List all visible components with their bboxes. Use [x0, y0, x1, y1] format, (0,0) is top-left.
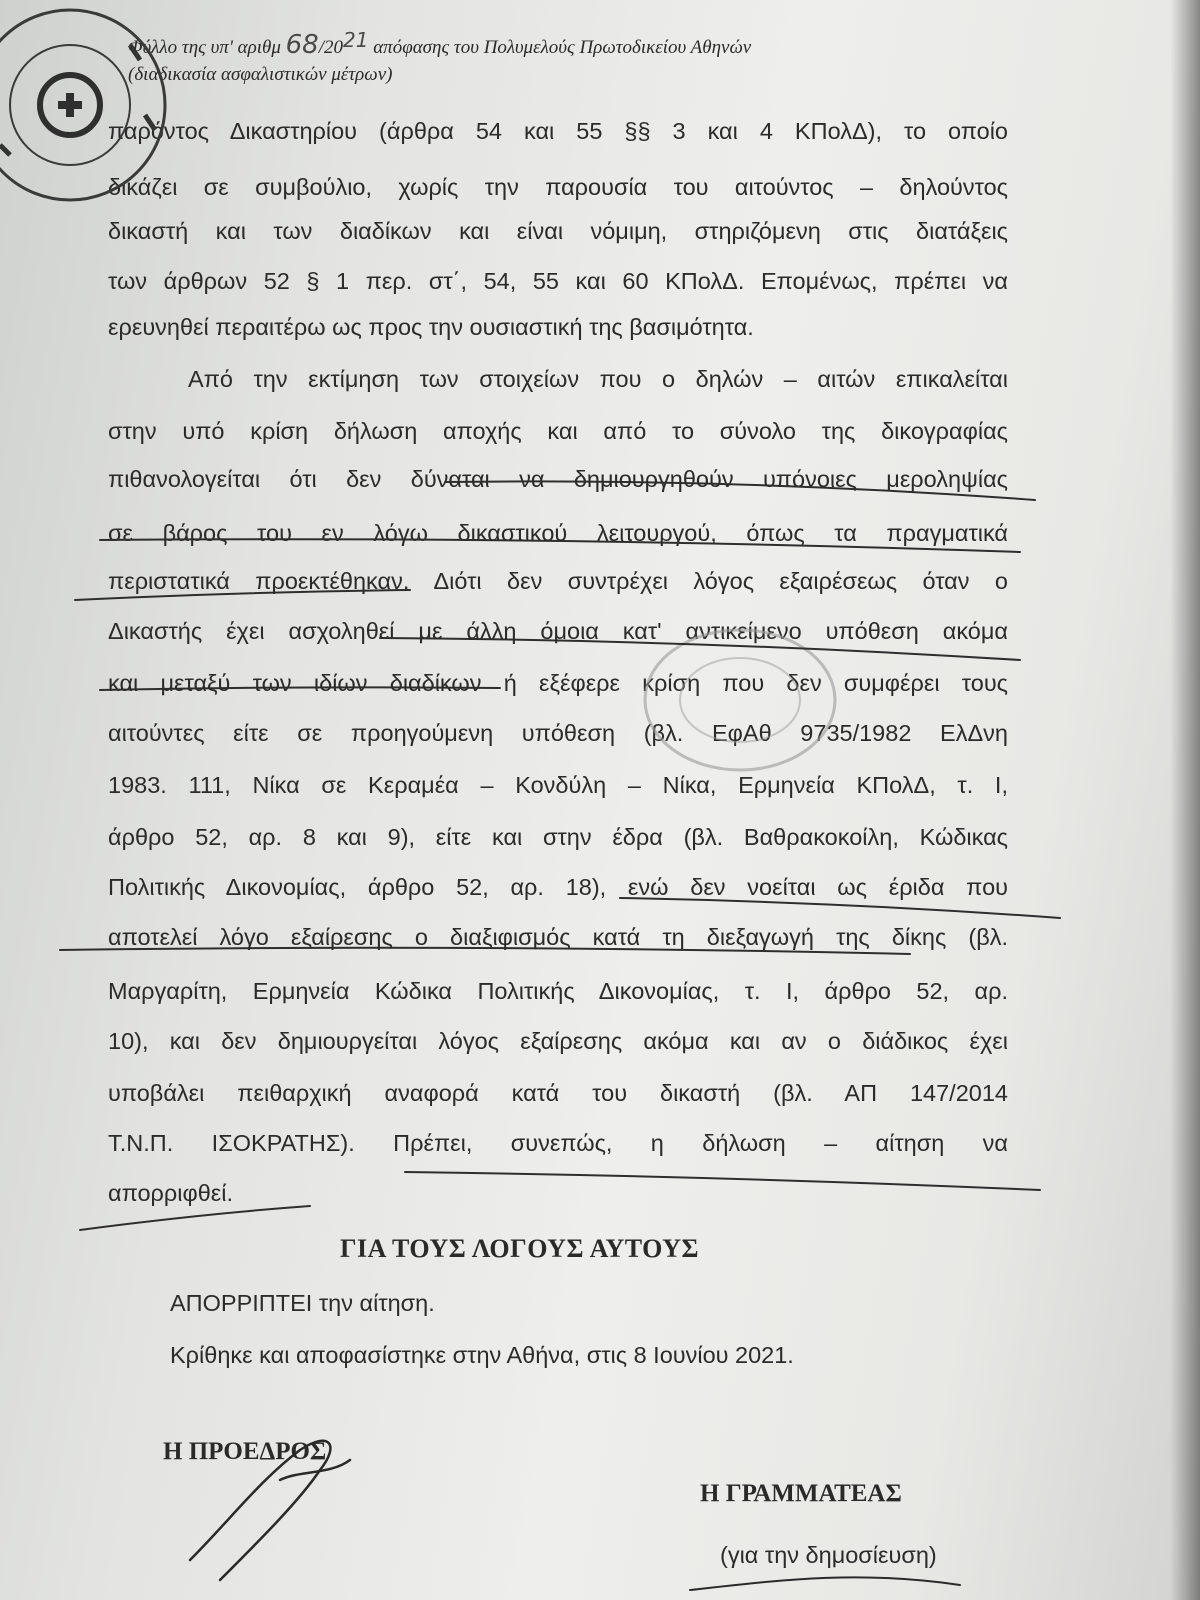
president-signature	[190, 1441, 350, 1580]
body-line: δικάζει σε συμβούλιο, χωρίς την παρουσία του αιτούντος – δηλούντος	[108, 174, 1008, 200]
body-line: αιτούντες είτε σε προηγούμενη υπόθεση (βλ. ΕφΑθ 9735/1982 ΕλΔνη	[108, 720, 1008, 746]
body-line: στην υπό κρίση δήλωση αποχής και από το σύνολο της δικογραφίας	[108, 418, 1008, 444]
underline-marks	[60, 481, 1060, 1230]
body-line: Δικαστής έχει ασχοληθεί με άλλη όμοια κατ' αντικείμενο υπόθεση ακόμα	[108, 618, 1008, 644]
body-line: 1983. 111, Νίκα σε Κεραμέα – Κονδύλη – Νίκα, Ερμηνεία ΚΠολΔ, τ. Ι,	[108, 772, 1008, 798]
body-line: αποτελεί λόγο εξαίρεσης ο διαξιφισμός κατά τη διεξαγωγή της δίκης (βλ.	[108, 924, 1008, 950]
court-seal	[0, 10, 165, 200]
header-sheet-label: Φύλλο της υπ' αριθμ	[128, 37, 281, 58]
stamp-mark	[645, 630, 835, 770]
header-line-2: (διαδικασία ασφαλιστικών μέτρων)	[128, 64, 393, 85]
publication-note: (για την δημοσίευση)	[720, 1542, 937, 1568]
body-line: υποβάλει πειθαρχική αναφορά κατά του δικαστή (βλ. ΑΠ 147/2014	[108, 1080, 1008, 1106]
president-title: Η ΠΡΟΕΔΡΟΣ	[163, 1438, 327, 1465]
body-line: Μαργαρίτη, Ερμηνεία Κώδικα Πολιτικής Δικονομίας, τ. Ι, άρθρο 52, αρ.	[108, 978, 1008, 1004]
ruling-text: ΑΠΟΡΡΙΠΤΕΙ την αίτηση.	[170, 1290, 435, 1316]
body-line: Τ.Ν.Π. ΙΣΟΚΡΑΤΗΣ). Πρέπει, συνεπώς, η δήλωση – αίτηση να	[108, 1130, 1008, 1156]
body-line: ερευνηθεί περαιτέρω ως προς την ουσιαστική της βασιμότητα.	[108, 314, 754, 340]
body-line: 10), και δεν δημιουργείται λόγος εξαίρεσης ακόμα και αν ο διάδικος έχει	[108, 1028, 1008, 1054]
header-court-name: απόφασης του Πολυμελούς Πρωτοδικείου Αθηνών	[373, 37, 752, 58]
body-line: δικαστή και των διαδίκων και είναι νόμιμη, στηριζόμενη στις διατάξεις	[108, 218, 1008, 244]
body-line: των άρθρων 52 § 1 περ. στ΄, 54, 55 και 60 ΚΠολΔ. Επομένως, πρέπει να	[108, 268, 1008, 294]
body-line: Πολιτικής Δικονομίας, άρθρο 52, αρ. 18), ενώ δεν νοείται ως έριδα που	[108, 874, 1008, 900]
body-line: σε βάρος του εν λόγω δικαστικού λειτουργού, όπως τα πραγματικά	[108, 520, 1008, 546]
secretary-signature	[690, 1577, 960, 1590]
page-edge-shadow	[1170, 0, 1200, 1600]
body-line: πιθανολογείται ότι δεν δύναται να δημιουργηθούν υπόνοιες μεροληψίας	[108, 466, 1008, 492]
body-line: και μεταξύ των ιδίων διαδίκων ή εξέφερε κρίση που δεν συμφέρει τους	[108, 670, 1008, 696]
body-line: απορριφθεί.	[108, 1180, 234, 1206]
decision-date-text: Κρίθηκε και αποφασίστηκε στην Αθήνα, στις 8 Ιουνίου 2021.	[170, 1342, 794, 1368]
operative-heading: ΓΙΑ ΤΟΥΣ ΛΟΓΟΥΣ ΑΥΤΟΥΣ	[340, 1234, 700, 1263]
body-line: παρόντος Δικαστηρίου (άρθρα 54 και 55 §§ 3 και 4 ΚΠολΔ), το οποίο	[108, 118, 1008, 144]
secretary-title: Η ΓΡΑΜΜΑΤΕΑΣ	[700, 1480, 902, 1507]
body-line: Από την εκτίμηση των στοιχείων που ο δηλών – αιτών επικαλείται	[188, 366, 1008, 392]
body-line: άρθρο 52, αρ. 8 και 9), είτε και στην έδρα (βλ. Βαθρακοκοίλη, Κώδικας	[108, 824, 1008, 850]
year-handwritten: 21	[343, 28, 369, 52]
body-line: περιστατικά προεκτέθηκαν. Διότι δεν συντρέχει λόγος εξαιρέσεως όταν ο	[108, 568, 1008, 594]
header-year-prefix: /20	[318, 37, 343, 58]
decision-number-handwritten: 68	[285, 30, 319, 60]
